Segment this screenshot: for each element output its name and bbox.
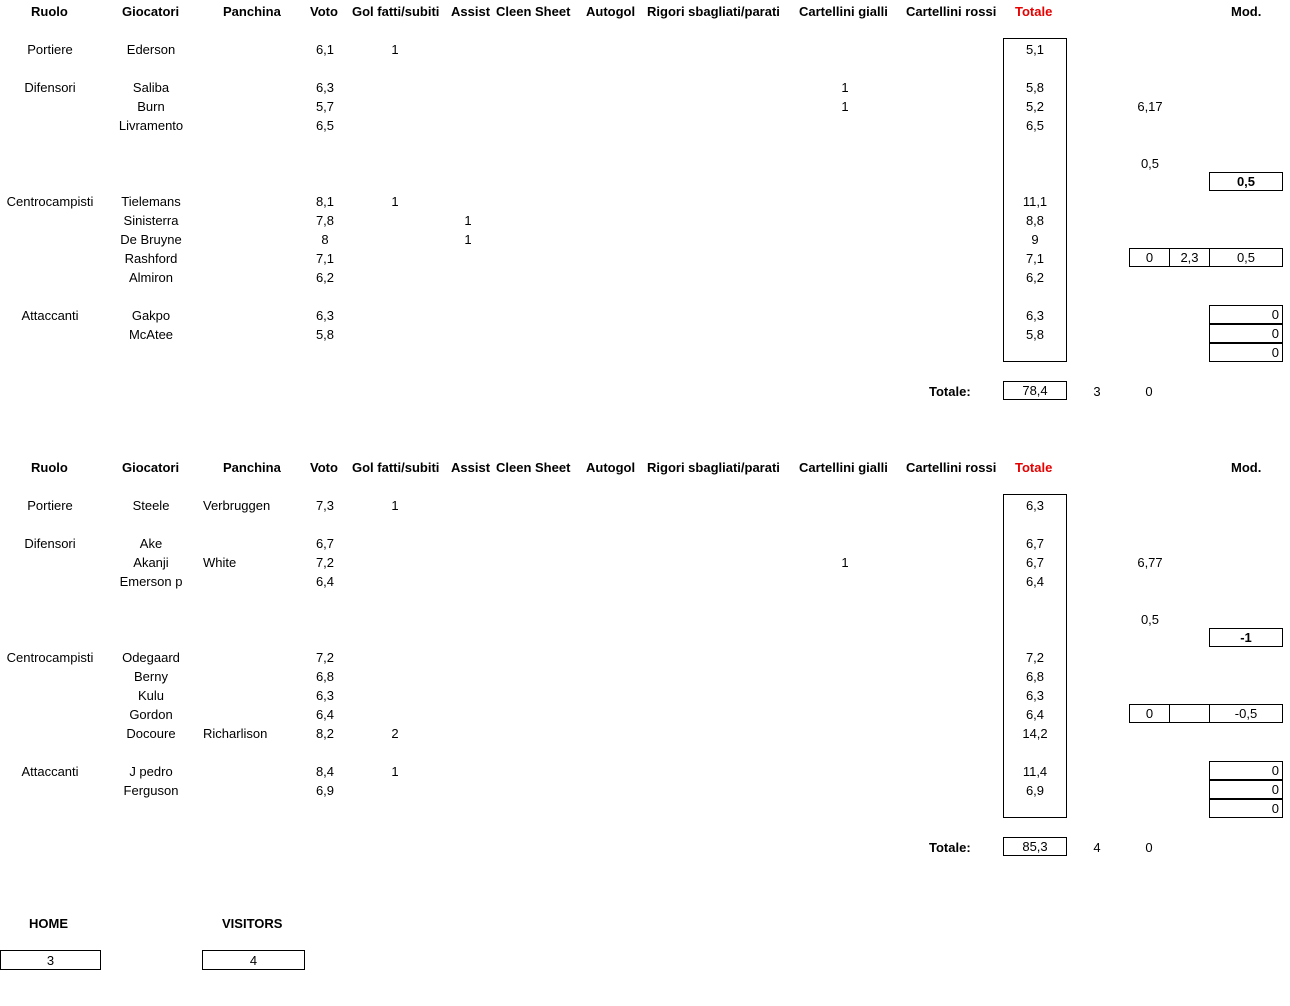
header-ruolo: Ruolo [31, 460, 68, 475]
totale-cell: 9 [1031, 232, 1039, 247]
voto-cell[interactable]: 6,1 [315, 42, 335, 57]
totale-cell: 5,8 [1025, 327, 1045, 342]
voto-cell[interactable]: 6,5 [315, 118, 335, 133]
att-mod-cell[interactable]: 0 [1209, 780, 1283, 799]
header-gol: Gol fatti/subiti [352, 460, 440, 475]
role-portiere: Portiere [27, 42, 73, 57]
header-voto: Voto [310, 460, 338, 475]
giallo-cell[interactable]: 1 [841, 555, 849, 570]
role-centrocampisti: Centrocampisti [6, 650, 94, 665]
totale-cell: 6,4 [1025, 574, 1045, 589]
role-centrocampisti: Centrocampisti [6, 194, 94, 209]
voto-cell[interactable]: 7,3 [315, 498, 335, 513]
voto-cell[interactable]: 6,3 [315, 688, 335, 703]
assist-cell[interactable]: 1 [464, 232, 472, 247]
role-portiere: Portiere [27, 498, 73, 513]
player-name[interactable]: Gordon [129, 707, 173, 722]
voto-cell[interactable]: 5,8 [315, 327, 335, 342]
totale-label: Totale: [929, 384, 971, 399]
header-gialli: Cartellini gialli [799, 4, 888, 19]
voto-cell[interactable]: 6,3 [315, 308, 335, 323]
totale-cell: 6,2 [1025, 270, 1045, 285]
totale-cell: 7,2 [1025, 650, 1045, 665]
totale-cell: 6,8 [1025, 669, 1045, 684]
mid-mod-cell[interactable]: 0,5 [1209, 248, 1283, 267]
totale-cell: 6,7 [1025, 555, 1045, 570]
player-name[interactable]: Rashford [124, 251, 178, 266]
player-name[interactable]: McAtee [128, 327, 174, 342]
header-totale: Totale [1015, 4, 1053, 19]
player-name[interactable]: Docoure [126, 726, 176, 741]
role-attaccanti: Attaccanti [21, 764, 79, 779]
role-difensori: Difensori [24, 536, 76, 551]
header-cleen: Cleen Sheet [496, 4, 571, 19]
header-autogol: Autogol [586, 460, 636, 475]
visitors-score-cell[interactable]: 4 [202, 950, 305, 970]
header-cleen: Cleen Sheet [496, 460, 571, 475]
voto-cell[interactable]: 7,2 [315, 555, 335, 570]
gol-cell[interactable]: 1 [391, 194, 399, 209]
header-rigori: Rigori sbagliati/parati [647, 460, 780, 475]
assist-cell[interactable]: 1 [464, 213, 472, 228]
header-rossi: Cartellini rossi [906, 4, 997, 19]
gol-cell[interactable]: 2 [391, 726, 399, 741]
header-totale: Totale [1015, 460, 1053, 475]
player-name[interactable]: Gakpo [131, 308, 171, 323]
role-difensori: Difensori [24, 80, 76, 95]
home-label: HOME [29, 916, 68, 931]
player-name[interactable]: Sinisterra [123, 213, 179, 228]
att-mod-cell[interactable]: 0 [1209, 799, 1283, 818]
def-average: 6,77 [1137, 555, 1163, 570]
team-total-cell[interactable]: 85,3 [1003, 837, 1067, 856]
voto-cell[interactable]: 6,2 [315, 270, 335, 285]
header-ruolo: Ruolo [31, 4, 68, 19]
totale-cell: 11,1 [1022, 194, 1048, 209]
visitors-label: VISITORS [222, 916, 283, 931]
mod-bold-cell[interactable]: -1 [1209, 628, 1283, 647]
mod-bold-cell[interactable]: 0,5 [1209, 172, 1283, 191]
player-name[interactable]: Berny [134, 669, 168, 684]
giallo-cell[interactable]: 1 [841, 99, 849, 114]
header-assist: Assist [451, 460, 491, 475]
def-modifier: 0,5 [1140, 612, 1160, 627]
totale-cell: 6,9 [1025, 783, 1045, 798]
header-giocatori: Giocatori [122, 4, 180, 19]
voto-cell[interactable]: 7,1 [315, 251, 335, 266]
home-score-cell[interactable]: 3 [0, 950, 101, 970]
totale-label: Totale: [929, 840, 971, 855]
voto-cell[interactable]: 6,8 [315, 669, 335, 684]
voto-cell[interactable]: 8,1 [315, 194, 335, 209]
mid-mod-cell[interactable]: -0,5 [1209, 704, 1283, 723]
player-name[interactable]: Kulu [137, 688, 165, 703]
player-name[interactable]: Livramento [118, 118, 184, 133]
player-name[interactable]: Ferguson [123, 783, 179, 798]
def-average: 6,17 [1137, 99, 1163, 114]
bench-player[interactable]: Richarlison [203, 726, 268, 741]
voto-cell[interactable]: 8,2 [315, 726, 335, 741]
player-name[interactable]: J pedro [129, 764, 173, 779]
player-name[interactable]: Almiron [128, 270, 174, 285]
bench-player[interactable]: White [203, 555, 237, 570]
player-name[interactable]: Saliba [132, 80, 170, 95]
voto-cell[interactable]: 6,9 [315, 783, 335, 798]
player-name[interactable]: De Bruyne [120, 232, 182, 247]
team-total-cell[interactable]: 78,4 [1003, 381, 1067, 400]
totale-cell: 6,3 [1025, 308, 1045, 323]
header-panchina: Panchina [223, 460, 281, 475]
team-goals: 4 [1093, 840, 1101, 855]
voto-cell[interactable]: 5,7 [315, 99, 335, 114]
voto-cell[interactable]: 8,4 [315, 764, 335, 779]
totale-cell: 5,1 [1025, 42, 1045, 57]
team-extra: 0 [1145, 384, 1153, 399]
giallo-cell[interactable]: 1 [841, 80, 849, 95]
voto-cell[interactable]: 6,4 [315, 707, 335, 722]
voto-cell[interactable]: 7,2 [315, 650, 335, 665]
gol-cell[interactable]: 1 [391, 498, 399, 513]
totale-cell: 14,2 [1022, 726, 1048, 741]
totale-cell: 5,8 [1025, 80, 1045, 95]
voto-cell[interactable]: 7,8 [315, 213, 335, 228]
totale-cell: 6,3 [1025, 498, 1045, 513]
player-name[interactable]: Ake [139, 536, 163, 551]
mid-mod-cell[interactable]: 0 [1129, 704, 1170, 723]
gol-cell[interactable]: 1 [391, 764, 399, 779]
role-attaccanti: Attaccanti [21, 308, 79, 323]
att-mod-cell[interactable]: 0 [1209, 343, 1283, 362]
totale-cell: 6,7 [1025, 536, 1045, 551]
mid-mod-cell[interactable]: 2,3 [1169, 248, 1210, 267]
header-mod: Mod. [1231, 460, 1262, 475]
player-name[interactable]: Ederson [126, 42, 176, 57]
att-mod-cell[interactable]: 0 [1209, 324, 1283, 343]
header-rigori: Rigori sbagliati/parati [647, 4, 780, 19]
def-modifier: 0,5 [1140, 156, 1160, 171]
header-autogol: Autogol [586, 4, 636, 19]
header-voto: Voto [310, 4, 338, 19]
player-name[interactable]: Odegaard [122, 650, 180, 665]
team-extra: 0 [1145, 840, 1153, 855]
voto-cell[interactable]: 6,3 [315, 80, 335, 95]
header-giocatori: Giocatori [122, 460, 180, 475]
totale-cell: 7,1 [1025, 251, 1045, 266]
totale-cell: 6,3 [1025, 688, 1045, 703]
totale-cell: 5,2 [1025, 99, 1045, 114]
player-name[interactable]: Burn [137, 99, 165, 114]
player-name[interactable]: Tielemans [121, 194, 181, 209]
header-rossi: Cartellini rossi [906, 460, 997, 475]
team-goals: 3 [1093, 384, 1101, 399]
voto-cell[interactable]: 8 [321, 232, 329, 247]
bench-player[interactable]: Verbruggen [203, 498, 271, 513]
player-name[interactable]: Akanji [133, 555, 169, 570]
gol-cell[interactable]: 1 [391, 42, 399, 57]
totale-cell: 8,8 [1025, 213, 1045, 228]
player-name[interactable]: Steele [132, 498, 170, 513]
header-mod: Mod. [1231, 4, 1262, 19]
att-mod-cell[interactable]: 0 [1209, 305, 1283, 324]
att-mod-cell[interactable]: 0 [1209, 761, 1283, 780]
header-gialli: Cartellini gialli [799, 460, 888, 475]
voto-cell[interactable]: 6,4 [315, 574, 335, 589]
totale-cell: 6,5 [1025, 118, 1045, 133]
mid-mod-cell[interactable]: 0 [1129, 248, 1170, 267]
mid-mod-cell[interactable] [1169, 704, 1210, 723]
header-gol: Gol fatti/subiti [352, 4, 440, 19]
header-assist: Assist [451, 4, 491, 19]
player-name[interactable]: Emerson p [119, 574, 183, 589]
voto-cell[interactable]: 6,7 [315, 536, 335, 551]
totale-cell: 11,4 [1022, 764, 1048, 779]
totale-cell: 6,4 [1025, 707, 1045, 722]
header-panchina: Panchina [223, 4, 281, 19]
